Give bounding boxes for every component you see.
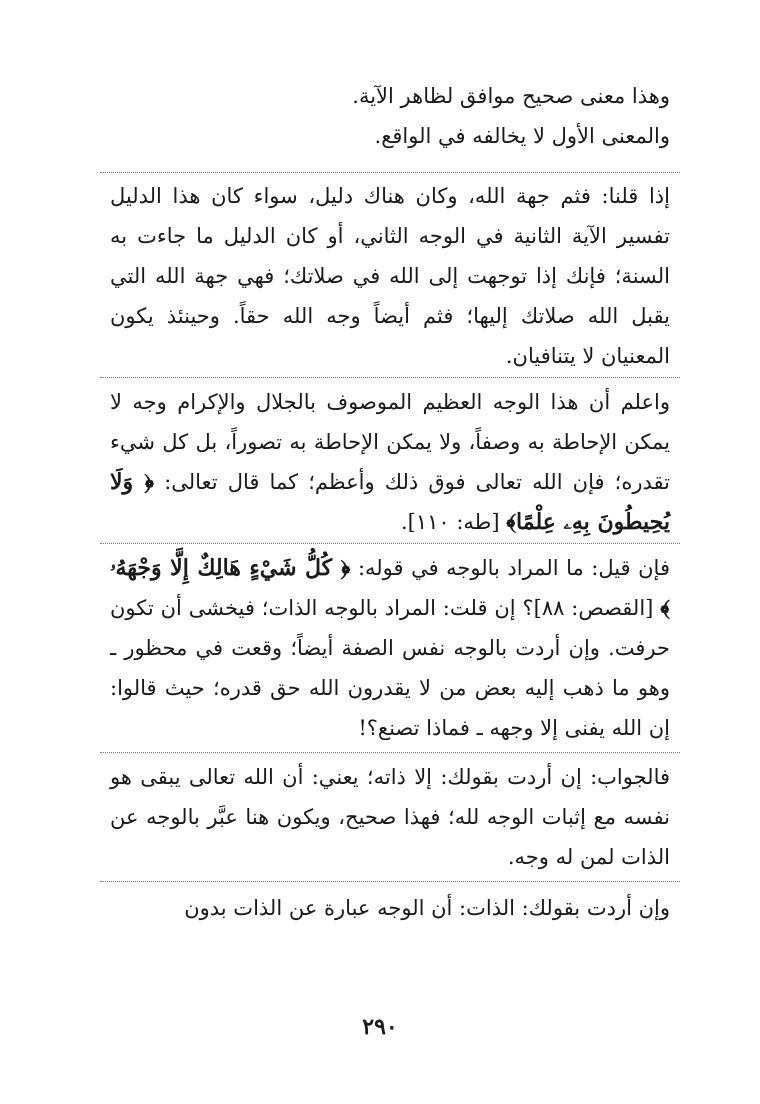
paragraph-1 [110,76,670,156]
paragraph-4-text: [القصص: ٨٨]؟ إن قلت: المراد بالوجه الذات؛ فيخشى أن تكون حرفت. وإن أردت بالوجه نفس الصفة أيضاً؛ وقعت في محظور ـ وهو ما ذهب إليه بعض من لا يقدرون الله حق قدره؛ حيث قالوا: إن الله يفنى إلا وجهه ـ فماذا تصنع؟! [110,596,670,740]
paragraph-1-line-2: والمعنى الأول لا يخالفه في الواقع. [374,124,670,148]
quran-verse: ﴿ كُلُّ شَيْءٍ هَالِكٌ إِلَّا وَجْهَهُۥ ﴾ [110,555,671,621]
verse-reference: [طه: ١١٠]. [400,510,500,534]
paragraph-divider [100,377,680,378]
paragraph-4-intro: فإن قيل: ما المراد بالوجه في قوله: [357,556,670,580]
paragraph-3 [110,382,670,542]
page-number: ٢٩٠ [362,1014,398,1040]
paragraph-divider [100,172,680,173]
paragraph-1-line-1: وهذا معنى صحيح موافق لظاهر الآية. [352,84,670,108]
paragraph-2: إذا قلنا: فثم جهة الله، وكان هناك دليل، سواء كان هذا الدليل تفسير الآية الثانية في الوجه الثاني، أو كان الدليل ما جاءت به السنة؛ فإنك إذا توجهت إلى الله في صلاتك؛ فهي جهة الله التي يقبل الله صلاتك إليها؛ فثم أيضاً وجه الله حقاً. وحينئذ يكون المعنيان لا يتنافيان. [110,184,670,368]
paragraph-3-text: واعلم أن هذا الوجه العظيم الموصوف بالجلال والإكرام وجه لا يمكن الإحاطة به وصفاً، ولا يمكن الإحاطة به تصوراً، بل كل شيء تقدره؛ فإن الله تعالى فوق ذلك وأعظم؛ كما قال تعالى: [110,390,670,494]
paragraph-5: فالجواب: إن أردت بقولك: إلا ذاته؛ يعني: أن الله تعالى يبقى هو نفسه مع إثبات الوجه لله؛ فهذا صحيح، ويكون هنا عبَّر بالوجه عن الذات لمن له وجه. [110,765,670,869]
paragraph-divider [100,752,680,753]
paragraph-4 [110,548,670,748]
paragraph-divider [100,543,680,544]
paragraph-divider [100,881,680,882]
quran-verse: ﴿ وَلَا يُحِيطُونَ بِهِۦ عِلْمًا﴾ [110,469,670,535]
paragraph-6: وإن أردت بقولك: الذات: أن الوجه عبارة عن الذات بدون [184,896,670,920]
